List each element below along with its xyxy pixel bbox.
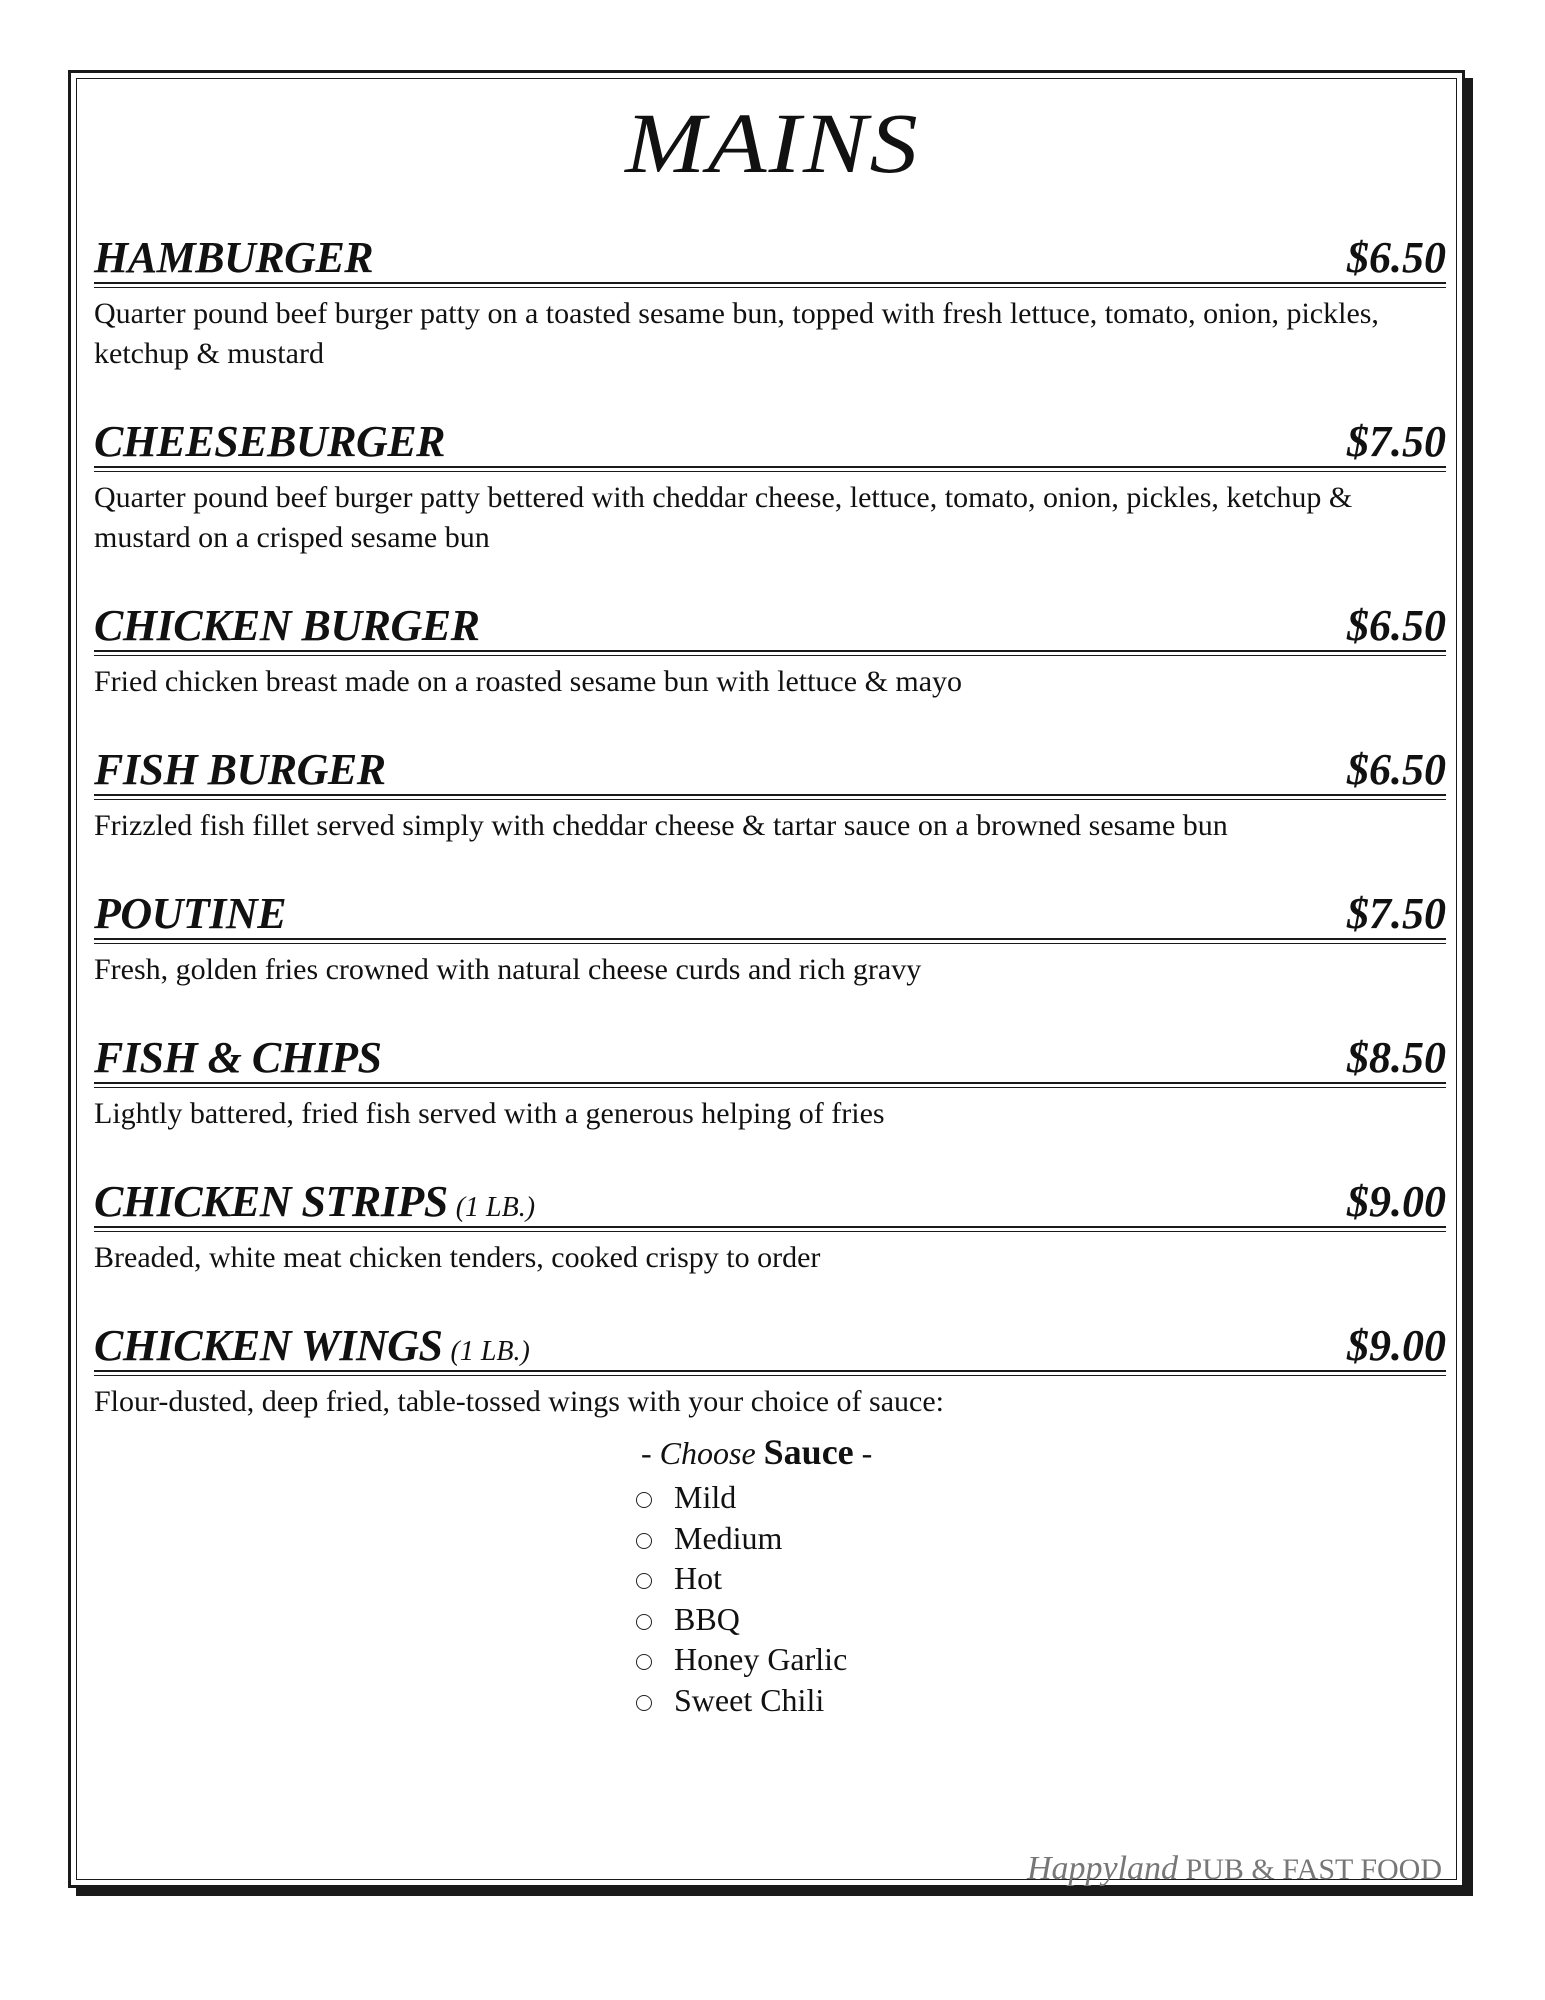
sauce-option [636, 1639, 1036, 1680]
menu-item-description: Fried chicken breast made on a roasted sesame bun with lettuce & mayo [94, 665, 963, 698]
menu-item-price: $6.50 [1347, 601, 1446, 650]
menu-item-title [94, 1321, 530, 1370]
sauce-option-label: Medium [674, 1519, 783, 1556]
sauce-heading [641, 1432, 1036, 1473]
menu-item [94, 1172, 1446, 1278]
menu-item-description: Lightly battered, fried fish served with a generous helping of fries [94, 1097, 885, 1130]
footer-brand [1027, 1852, 1442, 1886]
brand-name: Happyland [1026, 1850, 1179, 1887]
menu-item-description: Flour-dusted, deep fried, table-tossed wings with your choice of sauce: [94, 1385, 945, 1418]
menu-item-price: $9.00 [1347, 1321, 1446, 1370]
menu-item-header [94, 1028, 1446, 1084]
sauce-option-label: Honey Garlic [674, 1641, 848, 1677]
menu-item [94, 228, 1446, 374]
menu-item-name: CHICKEN BURGER [94, 601, 480, 650]
sauce-option [636, 1558, 1036, 1599]
menu-item-description: Quarter pound beef burger patty bettered with cheddar cheese, lettuce, tomato, onion, pickles, ketchup & mustard on a crisped sesame bun [94, 481, 1353, 554]
sauce-option [636, 1518, 1036, 1559]
sauce-option-label: Sweet Chili [674, 1681, 825, 1718]
menu-item-header [94, 412, 1446, 468]
menu-item [94, 740, 1446, 846]
menu-item-header [94, 1172, 1446, 1228]
sauce-option [636, 1599, 1036, 1640]
menu-item-name: CHEESEBURGER [94, 417, 446, 466]
sauce-option [636, 1477, 1036, 1518]
menu-item-header [94, 596, 1446, 652]
menu-item-note: (1 LB.) [450, 1336, 530, 1367]
menu-item [94, 596, 1446, 702]
menu-item [94, 412, 1446, 558]
menu-item-title [94, 1177, 536, 1226]
circle-bullet-icon [636, 1654, 652, 1670]
menu-item-name: FISH & CHIPS [94, 1033, 382, 1082]
sauce-choice-section [636, 1432, 1036, 1720]
menu-items-list [94, 228, 1446, 1460]
menu-item-name: CHICKEN WINGS [94, 1321, 443, 1370]
menu-item [94, 1316, 1446, 1422]
sauce-option-label: Mild [674, 1479, 737, 1515]
menu-item-header [94, 228, 1446, 284]
circle-bullet-icon [636, 1695, 652, 1711]
menu-item-name: CHICKEN STRIPS [94, 1177, 448, 1226]
brand-subtitle: PUB & FAST FOOD [1185, 1853, 1442, 1886]
menu-item-description: Quarter pound beef burger patty on a toasted sesame bun, topped with fresh lettuce, tomato, onion, pickles, ketchup & mustard [94, 297, 1379, 370]
sauce-option-label: BBQ [674, 1600, 740, 1637]
menu-item-description: Breaded, white meat chicken tenders, cooked crispy to order [94, 1241, 821, 1274]
menu-item-title [94, 745, 394, 794]
menu-item-description: Frizzled fish fillet served simply with cheddar cheese & tartar sauce on a browned sesame bun [94, 809, 1228, 842]
menu-item-title [94, 889, 294, 938]
menu-item-title [94, 1033, 389, 1082]
menu-item-header [94, 740, 1446, 796]
menu-item-price: $9.00 [1347, 1177, 1446, 1226]
circle-bullet-icon [636, 1573, 652, 1589]
circle-bullet-icon [636, 1492, 652, 1508]
circle-bullet-icon [636, 1533, 652, 1549]
menu-item-name: POUTINE [94, 889, 287, 938]
menu-item [94, 884, 1446, 990]
menu-item-price: $7.50 [1347, 417, 1446, 466]
menu-item-title [94, 601, 487, 650]
menu-item-header [94, 1316, 1446, 1372]
page-title: MAINS [625, 95, 920, 191]
menu-item-price: $8.50 [1347, 1033, 1446, 1082]
sauce-option [636, 1680, 1036, 1721]
menu-item-price: $7.50 [1347, 889, 1446, 938]
menu-item-price: $6.50 [1347, 745, 1446, 794]
sauce-heading-suffix: - [853, 1435, 873, 1471]
sauce-options-list [636, 1477, 1036, 1720]
menu-item [94, 1028, 1446, 1134]
sauce-option-label: Hot [674, 1560, 722, 1596]
sauce-heading-choose: Choose [659, 1435, 756, 1471]
menu-item-title [94, 417, 453, 466]
menu-item-description: Fresh, golden fries crowned with natural cheese curds and rich gravy [94, 953, 922, 986]
menu-item-name: HAMBURGER [94, 233, 374, 282]
menu-item-name: FISH BURGER [94, 745, 386, 794]
sauce-heading-prefix: - [641, 1435, 660, 1471]
menu-item-price: $6.50 [1347, 233, 1446, 282]
menu-item-note: (1 LB.) [455, 1192, 536, 1223]
menu-item-title [94, 233, 381, 282]
circle-bullet-icon [636, 1614, 652, 1630]
sauce-heading-word: Sauce [763, 1432, 854, 1472]
menu-item-header [94, 884, 1446, 940]
